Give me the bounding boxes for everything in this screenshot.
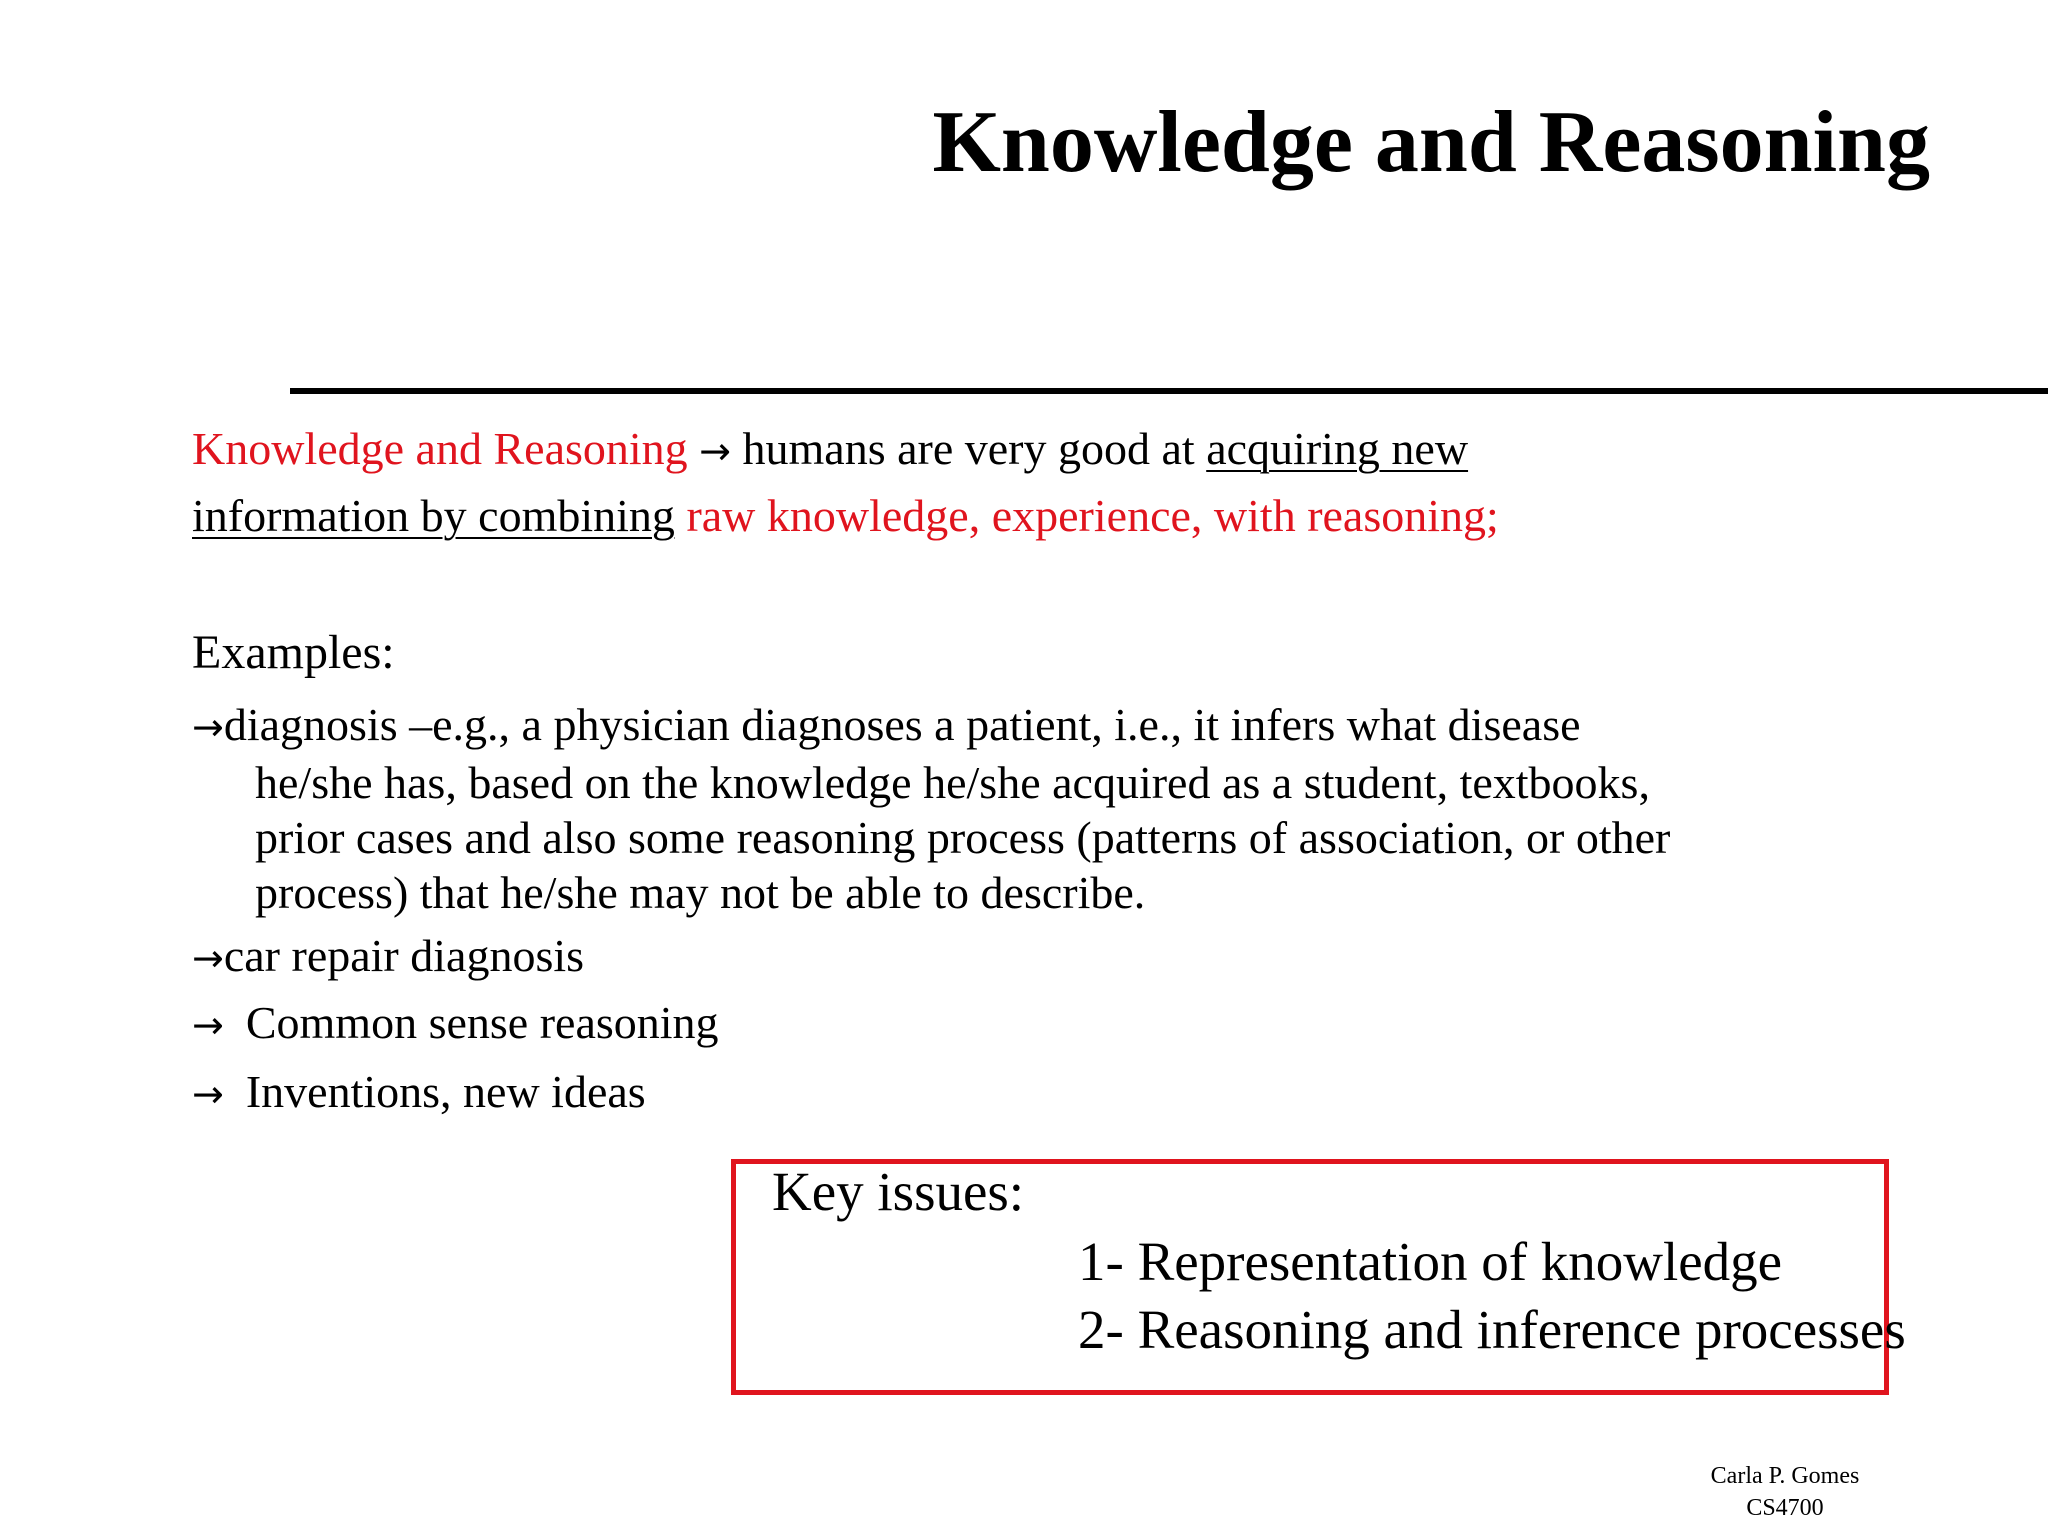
footer-author: Carla P. Gomes	[1710, 1463, 1860, 1489]
intro-lead: Knowledge and Reasoning	[192, 423, 688, 474]
key-issues-title: Key issues:	[772, 1161, 1025, 1222]
example-text: Inventions, new ideas	[245, 1066, 646, 1117]
example-text: car repair diagnosis	[223, 930, 585, 981]
examples-label: Examples:	[192, 626, 395, 679]
key-issue-item: 2- Reasoning and inference processes	[1078, 1299, 1906, 1360]
footer-course: CS4700	[1746, 1495, 1824, 1521]
arrow-right-icon: →	[192, 936, 224, 980]
example-line: he/she has, based on the knowledge he/she acquired as a student, textbooks,	[255, 757, 1650, 808]
key-issue-item: 1- Representation of knowledge	[1078, 1231, 1783, 1292]
slide-footer	[1650, 1460, 1920, 1524]
arrow-right-icon: →	[192, 1003, 224, 1047]
arrow-right-icon: →	[192, 705, 224, 749]
example-item-inventions	[192, 1064, 646, 1122]
example-line: process) that he/she may not be able to describe.	[255, 867, 1146, 918]
intro-tail: raw knowledge, experience, with reasoning;	[686, 490, 1499, 541]
slide-title: Knowledge and Reasoning	[932, 94, 1930, 191]
intro-underlined-2: information by combining	[192, 490, 675, 541]
example-line: diagnosis –e.g., a physician diagnoses a patient, i.e., it infers what disease	[223, 699, 1581, 750]
intro-underlined-1: acquiring new	[1206, 423, 1469, 474]
intro-line-2	[192, 489, 1992, 542]
title-divider	[290, 388, 2048, 394]
arrow-right-icon: →	[699, 429, 732, 473]
intro-line-1	[192, 422, 1992, 475]
example-item-diagnosis	[192, 697, 1670, 920]
example-text: Common sense reasoning	[245, 997, 719, 1048]
example-item-car-repair	[192, 928, 584, 986]
example-item-common-sense	[192, 995, 719, 1053]
intro-plain-text: humans are very good at	[742, 423, 1195, 474]
arrow-right-icon: →	[192, 1072, 224, 1116]
example-line: prior cases and also some reasoning process (patterns of association, or other	[255, 812, 1671, 863]
